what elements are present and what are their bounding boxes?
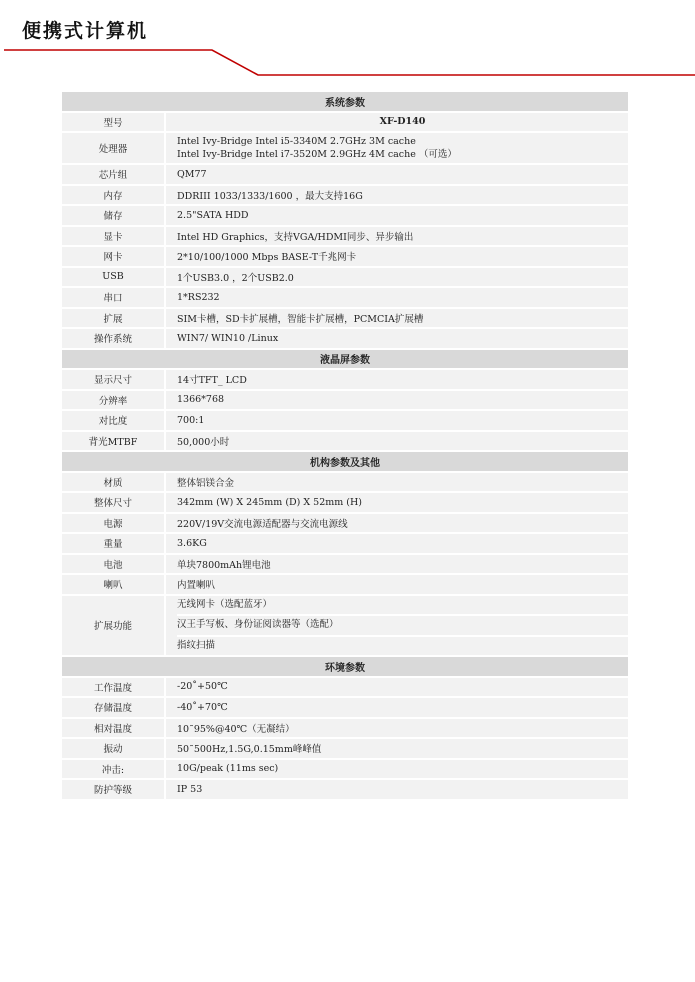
row-value: 2.5"SATA HDD [165, 205, 629, 226]
row-label: 防护等级 [61, 779, 165, 800]
table-row [61, 718, 629, 739]
table-row [61, 226, 629, 247]
table-row [61, 390, 629, 411]
row-label: 冲击: [61, 759, 165, 780]
row-label: 材质 [61, 472, 165, 493]
table-row [61, 738, 629, 759]
row-value: QM77 [165, 164, 629, 185]
row-label: 相对温度 [61, 718, 165, 739]
table-row [61, 697, 629, 718]
row-value: 50,000小时 [165, 431, 629, 452]
row-value: 700:1 [165, 410, 629, 431]
row-label: 对比度 [61, 410, 165, 431]
row-value: Intel HD Graphics，支持VGA/HDMI同步、异步输出 [165, 226, 629, 247]
row-value: 内置喇叭 [165, 574, 629, 595]
row-value: IP 53 [165, 779, 629, 800]
row-label: 型号 [61, 112, 165, 133]
table-row [61, 246, 629, 267]
row-label: 显卡 [61, 226, 165, 247]
table-row [61, 595, 629, 657]
row-label: USB [61, 267, 165, 288]
section-system: 系统参数 [61, 91, 629, 112]
cpu-option-1: Intel Ivy-Bridge Intel i5-3340M 2.7GHz 3M cache [177, 136, 416, 147]
row-value: 3.6KG [165, 533, 629, 554]
row-label: 储存 [61, 205, 165, 226]
table-row [61, 205, 629, 226]
row-value: 10˜95%@40℃（无凝结） [165, 718, 629, 739]
row-value: SIM卡槽，SD卡扩展槽，智能卡扩展槽，PCMCIA扩展槽 [165, 308, 629, 329]
table-row [61, 677, 629, 698]
row-value [165, 132, 629, 164]
section-mechanical: 机构参数及其他 [61, 451, 629, 472]
ext-function-item: 汉王手写板、身份证阅读器等（选配） [177, 616, 628, 637]
row-value: DDRIII 1033/1333/1600 ，最大支持16G [165, 185, 629, 206]
section-lcd: 液晶屏参数 [61, 349, 629, 370]
row-value: 342mm (W) X 245mm (D) X 52mm (H) [165, 492, 629, 513]
table-row [61, 369, 629, 390]
row-value: 整体铝镁合金 [165, 472, 629, 493]
row-value: XF-D140 [165, 112, 629, 133]
table-row [61, 533, 629, 554]
row-label: 电源 [61, 513, 165, 534]
row-label: 网卡 [61, 246, 165, 267]
table-row [61, 472, 629, 493]
row-label: 重量 [61, 533, 165, 554]
section-row [61, 451, 629, 472]
row-value: 2*10/100/1000 Mbps BASE-T千兆网卡 [165, 246, 629, 267]
table-row [61, 267, 629, 288]
row-value: WIN7/ WIN10 /Linux [165, 328, 629, 349]
row-label: 存储温度 [61, 697, 165, 718]
table-row [61, 492, 629, 513]
row-value: 220V/19V交流电源适配器与交流电源线 [165, 513, 629, 534]
section-row [61, 349, 629, 370]
row-value: -20˚+50℃ [165, 677, 629, 698]
row-value: 14寸TFT_ LCD [165, 369, 629, 390]
table-row [61, 513, 629, 534]
row-value: 1个USB3.0 ，2个USB2.0 [165, 267, 629, 288]
ext-function-item: 指纹扫描 [177, 639, 216, 651]
table-row [61, 779, 629, 800]
row-label: 振动 [61, 738, 165, 759]
row-label: 串口 [61, 287, 165, 308]
row-label: 操作系统 [61, 328, 165, 349]
section-environment: 环境参数 [61, 656, 629, 677]
section-row [61, 91, 629, 112]
table-row [61, 554, 629, 575]
cpu-option-2: Intel Ivy-Bridge Intel i7-3520M 2.9GHz 4M cache （可选） [177, 149, 457, 160]
table-row [61, 308, 629, 329]
table-row [61, 185, 629, 206]
row-value: 单块7800mAh锂电池 [165, 554, 629, 575]
row-value [165, 595, 629, 657]
row-label: 背光MTBF [61, 431, 165, 452]
table-row [61, 410, 629, 431]
row-label: 扩展功能 [61, 595, 165, 657]
row-value: -40˚+70℃ [165, 697, 629, 718]
table-row [61, 164, 629, 185]
table-row [61, 132, 629, 164]
table-row [61, 328, 629, 349]
row-value: 10G/peak (11ms sec) [165, 759, 629, 780]
row-label: 分辨率 [61, 390, 165, 411]
row-label: 电池 [61, 554, 165, 575]
row-label: 喇叭 [61, 574, 165, 595]
row-value: 1*RS232 [165, 287, 629, 308]
table-row [61, 759, 629, 780]
row-label: 内存 [61, 185, 165, 206]
table-row [61, 112, 629, 133]
row-value: 50˜500Hz,1.5G,0.15mm峰峰值 [165, 738, 629, 759]
row-label: 芯片组 [61, 164, 165, 185]
document-title: 便携式计算机 [22, 20, 149, 42]
row-label: 扩展 [61, 308, 165, 329]
row-label: 整体尺寸 [61, 492, 165, 513]
table-row [61, 574, 629, 595]
row-label: 处理器 [61, 132, 165, 164]
table-row [61, 287, 629, 308]
spec-table [60, 90, 630, 801]
row-label: 显示尺寸 [61, 369, 165, 390]
row-label: 工作温度 [61, 677, 165, 698]
section-row [61, 656, 629, 677]
ext-function-item: 无线网卡（选配蓝牙） [177, 596, 628, 617]
row-value: 1366*768 [165, 390, 629, 411]
header-divider [0, 40, 695, 80]
table-row [61, 431, 629, 452]
